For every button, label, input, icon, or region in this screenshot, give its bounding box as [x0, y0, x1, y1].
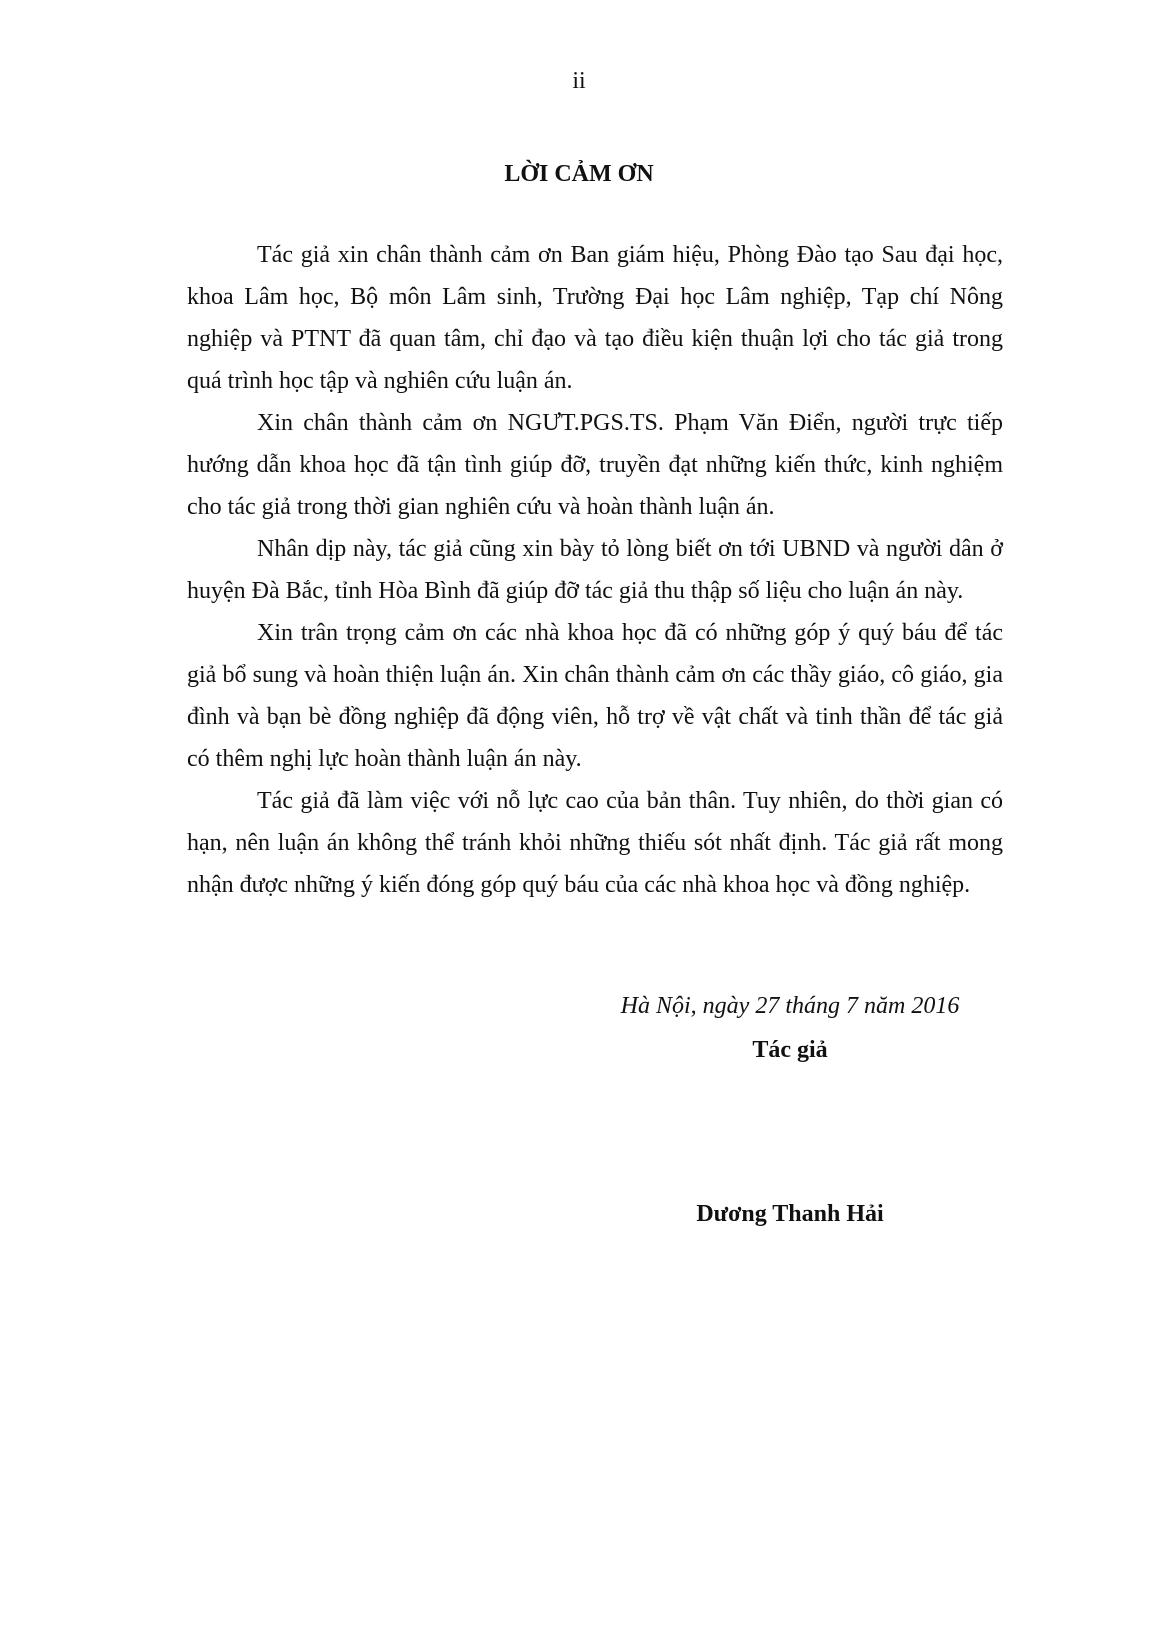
paragraph-4: Xin trân trọng cảm ơn các nhà khoa học đã có những góp ý quý báu để tác giả bổ sung và hoàn thiện luận án. Xin chân thành cảm ơn các thầy giáo, cô giáo, gia đình và bạn bè đồng nghiệp đã động viên, hỗ trợ về vật chất và tinh thần để tác giả có thêm nghị lực hoàn thành luận án này.: [187, 620, 1003, 772]
author-label: Tác giả: [752, 1037, 828, 1063]
paragraph-1: Tác giả xin chân thành cảm ơn Ban giám hiệu, Phòng Đào tạo Sau đại học, khoa Lâm học, Bộ môn Lâm sinh, Trường Đại học Lâm nghiệp, Tạp chí Nông nghiệp và PTNT đã quan tâm, chỉ đạo và tạo điều kiện thuận lợi cho tác giả trong quá trình học tập và nghiên cứu luận án.: [187, 242, 1003, 394]
paragraph-5: Tác giả đã làm việc với nỗ lực cao của bản thân. Tuy nhiên, do thời gian có hạn, nên luận án không thể tránh khỏi những thiếu sót nhất định. Tác giả rất mong nhận được những ý kiến đóng góp quý báu của các nhà khoa học và đồng nghiệp.: [187, 788, 1003, 898]
page-number: ii: [572, 68, 586, 94]
acknowledgement-body: [187, 234, 1003, 906]
author-name: Dương Thanh Hải: [696, 1201, 884, 1227]
signature-date: Hà Nội, ngày 27 tháng 7 năm 2016: [620, 993, 960, 1019]
paragraph-2: Xin chân thành cảm ơn NGƯT.PGS.TS. Phạm Văn Điển, người trực tiếp hướng dẫn khoa học đã tận tình giúp đỡ, truyền đạt những kiến thức, kinh nghiệm cho tác giả trong thời gian nghiên cứu và hoàn thành luận án.: [187, 410, 1003, 520]
page-title: LỜI CẢM ƠN: [504, 161, 654, 187]
paragraph-3: Nhân dịp này, tác giả cũng xin bày tỏ lòng biết ơn tới UBND và người dân ở huyện Đà Bắc, tỉnh Hòa Bình đã giúp đỡ tác giả thu thập số liệu cho luận án này.: [187, 536, 1003, 604]
